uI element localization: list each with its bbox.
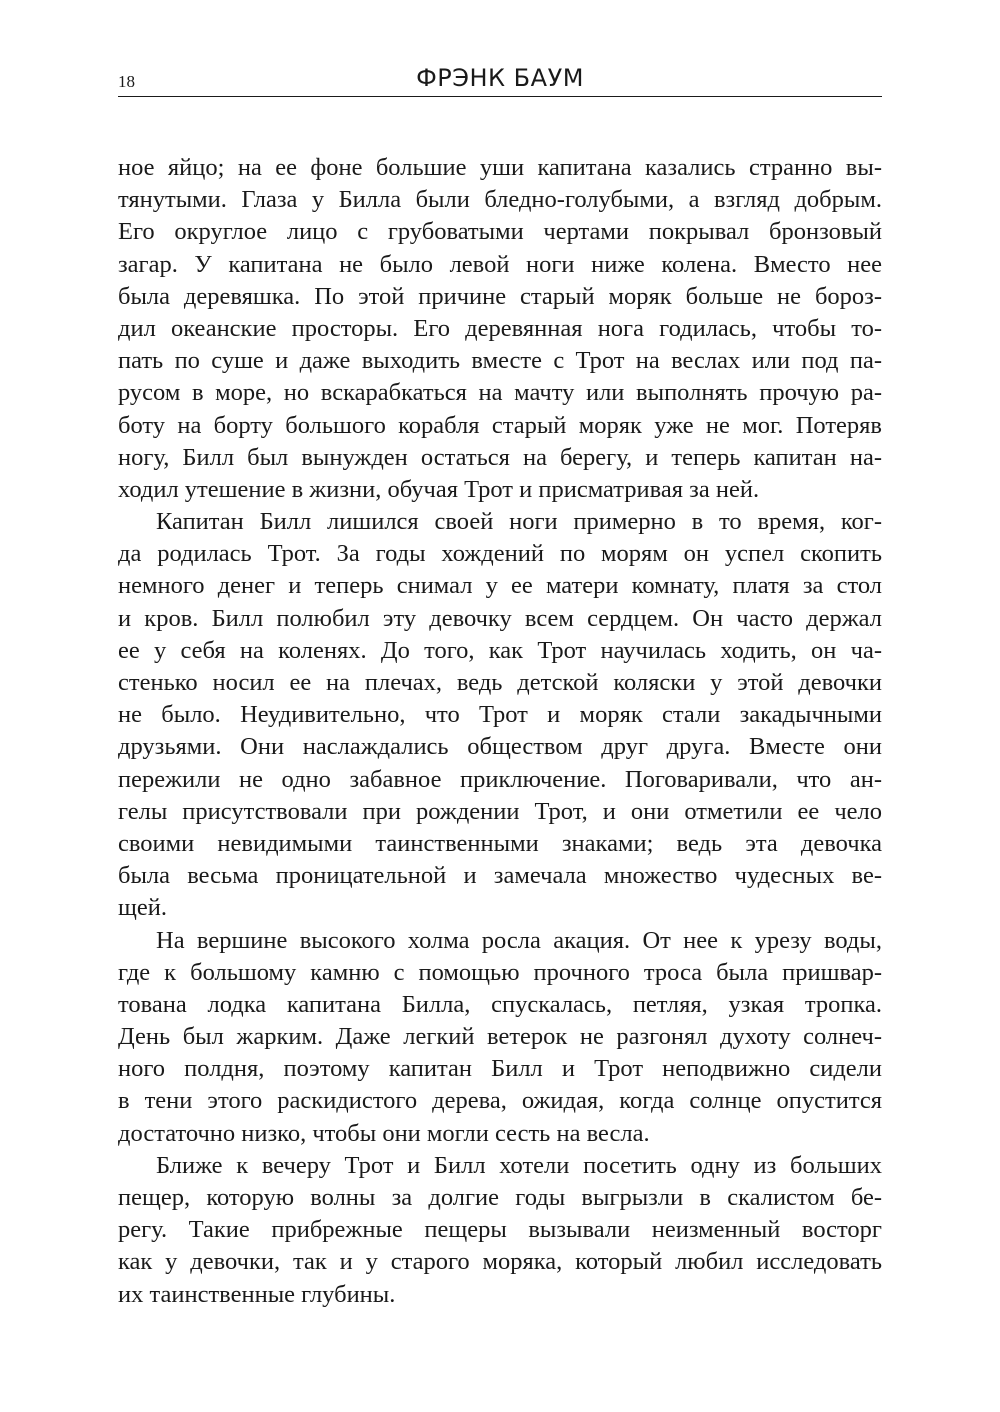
page-header	[118, 64, 882, 97]
text-line: да родилась Трот. За годы хождений по морям он успел скопить	[118, 540, 882, 568]
text-line: На вершине высокого холма росла акация. От нее к урезу воды,	[156, 926, 882, 954]
paragraph	[118, 925, 882, 1150]
text-line: достаточно низко, чтобы они могли сесть на весла.	[118, 1119, 650, 1147]
text-line: где к большому камню с помощью прочного троса была пришвар-	[118, 958, 882, 986]
text-line: пережили не одно забавное приключение. Поговаривали, что ан-	[118, 765, 882, 793]
paragraph	[118, 152, 882, 506]
text-line: друзьями. Они наслаждались обществом друг друга. Вместе они	[118, 733, 882, 761]
text-line: была деревяшка. По этой причине старый моряк больше не бороз-	[118, 282, 882, 310]
text-line: своими невидимыми таинственными знаками; ведь эта девочка	[118, 829, 882, 857]
text-line: Капитан Билл лишился своей ноги примерно в то время, ког-	[156, 508, 882, 536]
text-line: стенько носил ее на плечах, ведь детской коляски у этой девочки	[118, 669, 882, 696]
text-line: дил океанские просторы. Его деревянная нога годилась, чтобы то-	[118, 314, 882, 342]
body-text	[118, 152, 882, 1311]
text-line: пать по суше и даже выходить вместе с Трот на веслах или под па-	[118, 347, 882, 375]
text-line: Его округлое лицо с грубоватыми чертами покрывал бронзовый	[118, 218, 882, 246]
text-line: регу. Такие прибрежные пещеры вызывали неизменный восторг	[118, 1216, 882, 1244]
text-line: была весьма проницательной и замечала множество чудесных ве-	[118, 862, 882, 890]
paragraph	[118, 506, 882, 924]
text-line: русом в море, но вскарабкаться на мачту или выполнять прочую ра-	[118, 379, 882, 407]
page-number: 18	[118, 72, 135, 91]
text-line: боту на борту большого корабля старый моряк уже не мог. Потеряв	[118, 411, 882, 439]
text-line: щей.	[118, 894, 167, 922]
text-line: и кров. Билл полюбил эту девочку всем сердцем. Он часто держал	[118, 604, 882, 632]
text-line: ходил утешение в жизни, обучая Трот и присматривая за ней.	[118, 475, 760, 503]
text-line: пещер, которую волны за долгие годы выгрызли в скалистом бе-	[118, 1184, 882, 1211]
text-line: их таинственные глубины.	[118, 1280, 396, 1308]
text-line: тована лодка капитана Билла, спускалась, петляя, узкая тропка.	[118, 990, 882, 1018]
text-line: тянутыми. Глаза у Билла были бледно-голубыми, а взгляд добрым.	[118, 186, 882, 214]
text-line: День был жарким. Даже легкий ветерок не разгонял духоту солнеч-	[118, 1023, 882, 1051]
text-line: ное яйцо; на ее фоне большие уши капитана казались странно вы-	[118, 154, 882, 181]
text-line: в тени этого раскидистого дерева, ожидая, когда солнце опустится	[118, 1087, 882, 1115]
text-line: ногу, Билл был вынужден остаться на берегу, и теперь капитан на-	[118, 443, 882, 471]
paragraph	[118, 1150, 882, 1311]
text-line: как у девочки, так и у старого моряка, который любил исследовать	[118, 1248, 882, 1276]
text-line: загар. У капитана не было левой ноги ниже колена. Вместо нее	[118, 250, 882, 278]
text-line: гелы присутствовали при рождении Трот, и они отметили ее чело	[118, 797, 882, 825]
text-line: немного денег и теперь снимал у ее матери комнату, платя за стол	[118, 572, 882, 600]
text-line: ее у себя на коленях. До того, как Трот научилась ходить, он ча-	[118, 636, 882, 664]
running-title: ФРЭНК БАУМ	[416, 64, 584, 92]
text-line: ного полдня, поэтому капитан Билл и Трот неподвижно сидели	[118, 1055, 882, 1083]
text-line: Ближе к вечеру Трот и Билл хотели посетить одну из больших	[156, 1151, 882, 1179]
text-line: не было. Неудивительно, что Трот и моряк стали закадычными	[118, 701, 882, 729]
